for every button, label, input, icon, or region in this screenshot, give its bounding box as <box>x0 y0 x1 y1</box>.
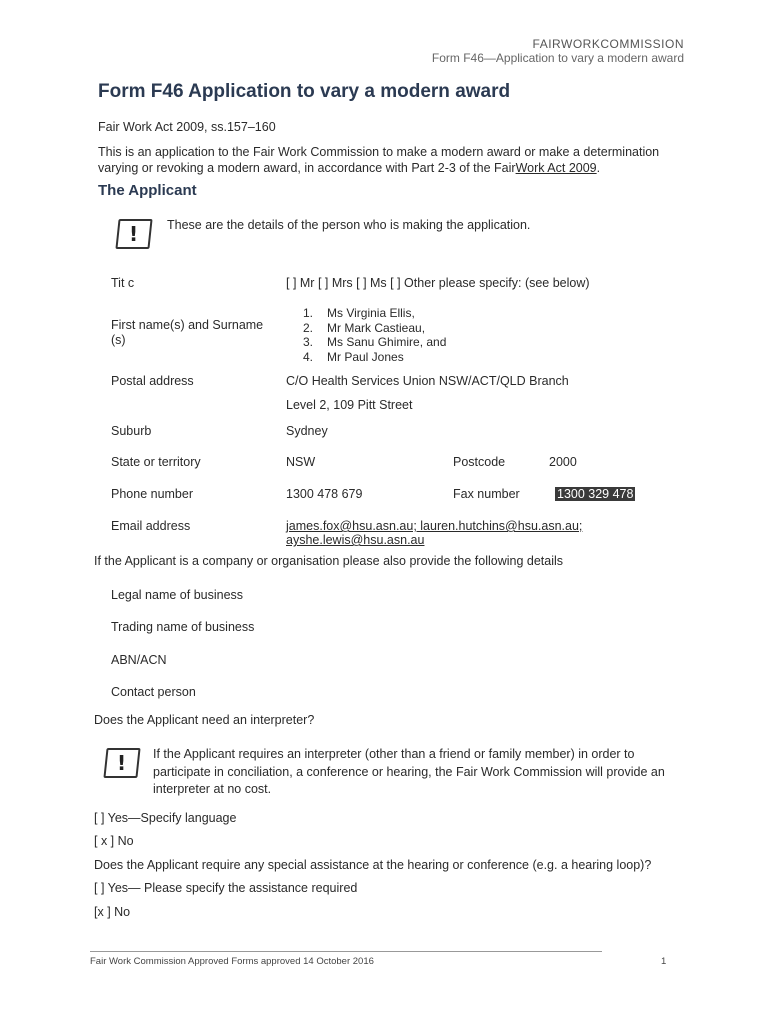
legal-name-label: Legal name of business <box>111 588 244 602</box>
interpreter-yes-option[interactable]: [ ] Yes—Specify language <box>94 811 237 825</box>
intro-line-1: This is an application to the Fair Work Commission to make a modern award or make a determination <box>98 145 660 159</box>
postcode-label: Postcode <box>453 455 506 469</box>
header-org: FAIRWORKCOMMISSION <box>532 37 684 51</box>
interpreter-no-option[interactable]: [ x ] No <box>94 834 134 848</box>
fax-label: Fax number <box>453 487 520 501</box>
postcode-value: 2000 <box>549 455 577 469</box>
fax-value: 1300 329 478 <box>557 487 634 501</box>
suburb-label: Suburb <box>111 424 152 438</box>
title-value: [ ] Mr [ ] Mrs [ ] Ms [ ] Other please specify: (see below) <box>286 276 590 290</box>
suburb-value: Sydney <box>286 424 328 438</box>
trading-name-label: Trading name of business <box>111 620 255 634</box>
email-value-line2[interactable]: ayshe.lewis@hsu.asn.au <box>286 533 425 547</box>
name-label: First name(s) and Surname <box>111 318 264 332</box>
assistance-yes-option[interactable]: [ ] Yes— Please specify the assistance required <box>94 881 358 895</box>
email-value-line1[interactable]: james.fox@hsu.asn.au; lauren.hutchins@hsu.asn.au; <box>286 519 583 533</box>
list-item: 4. Mr Paul Jones <box>303 349 404 364</box>
interpreter-note-line1: If the Applicant requires an interpreter (other than a friend or family member) in order to <box>153 747 635 761</box>
assistance-question: Does the Applicant require any special assistance at the hearing or conference (e.g. a hearing loop)? <box>94 858 652 872</box>
warning-exclamation-icon: ! <box>115 219 152 249</box>
postal-value-line2: Level 2, 109 Pitt Street <box>286 398 413 412</box>
intro-end: . <box>596 161 601 175</box>
company-intro: If the Applicant is a company or organisation please also provide the following details <box>94 554 564 568</box>
intro-text: varying or revoking a modern award, in accordance with Part 2-3 of the Fair <box>98 161 516 175</box>
page-number: 1 <box>661 956 667 967</box>
warning-exclamation-icon: ! <box>103 748 140 778</box>
interpreter-note-line3: interpreter at no cost. <box>153 782 272 796</box>
footer-text: Fair Work Commission Approved Forms approved 14 October 2016 <box>90 956 374 967</box>
state-value: NSW <box>286 455 316 469</box>
postal-value-line1: C/O Health Services Union NSW/ACT/QLD Branch <box>286 374 569 388</box>
applicant-names-list <box>303 306 446 364</box>
assistance-no-option[interactable]: [x ] No <box>94 905 131 919</box>
phone-label: Phone number <box>111 487 194 501</box>
name-label-suffix: (s) <box>111 333 126 347</box>
email-label: Email address <box>111 519 191 533</box>
contact-person-label: Contact person <box>111 685 196 699</box>
act-link[interactable]: Work Act 2009 <box>515 161 597 175</box>
list-item: 1. Ms Virginia Ellis, <box>303 306 415 320</box>
page-title: Form F46 Application to vary a modern award <box>98 81 511 102</box>
abn-label: ABN/ACN <box>111 653 167 667</box>
list-item: 2. Mr Mark Castieau, <box>303 320 426 335</box>
act-reference: Fair Work Act 2009, ss.157–160 <box>98 120 276 134</box>
state-label: State or territory <box>111 455 201 469</box>
section-heading-applicant: The Applicant <box>98 182 197 199</box>
header-form-ref: Form F46—Application to vary a modern award <box>431 51 684 65</box>
title-label: Tit c <box>111 276 135 290</box>
footer-divider <box>90 951 602 952</box>
phone-value: 1300 478 679 <box>286 487 363 501</box>
list-item: 3. Ms Sanu Ghimire, and <box>303 335 447 349</box>
applicant-note: These are the details of the person who is making the application. <box>167 218 531 232</box>
postal-label: Postal address <box>111 374 194 388</box>
interpreter-note-line2: participate in conciliation, a conference or hearing, the Fair Work Commission will provide an <box>153 765 665 779</box>
intro-line-2 <box>98 161 600 175</box>
interpreter-question: Does the Applicant need an interpreter? <box>94 713 315 727</box>
